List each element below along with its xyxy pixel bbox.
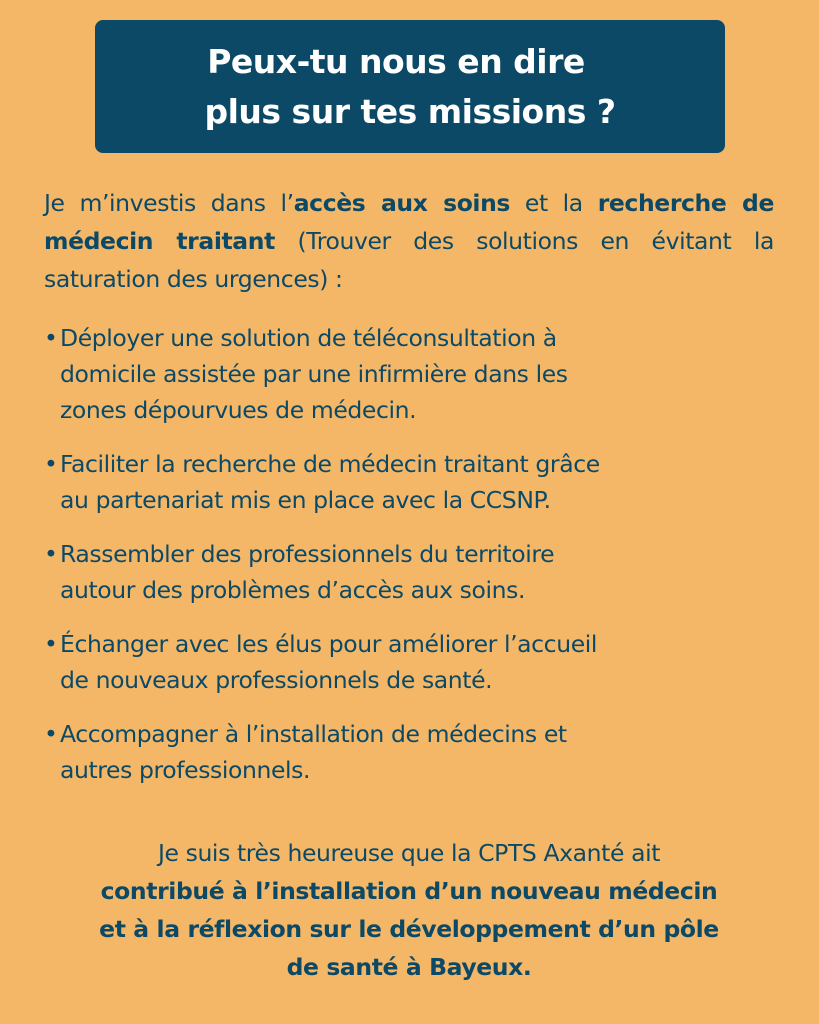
bullet-icon: • [44, 324, 58, 352]
missions-list [44, 320, 784, 806]
mission-line: Échanger avec les élus pour améliorer l’accueil [60, 630, 598, 658]
intro-text-3: (Trouver des solutions en évitant la saturation des urgences) : [44, 227, 774, 293]
bullet-icon: • [44, 720, 58, 748]
mission-line: zones dépourvues de médecin. [60, 396, 417, 424]
mission-line: Rassembler des professionnels du territoire [60, 540, 555, 568]
mission-line: Déployer une solution de téléconsultation à [60, 324, 557, 352]
mission-line: Faciliter la recherche de médecin traitant grâce [60, 450, 600, 478]
title-banner [95, 20, 725, 153]
mission-line: Accompagner à l’installation de médecins et [60, 720, 567, 748]
intro-text-1: Je m’investis dans l’ [44, 189, 294, 217]
mission-line: de nouveaux professionnels de santé. [60, 666, 493, 694]
bullet-icon: • [44, 540, 58, 568]
closing-line-4: de santé à Bayeux. [286, 953, 532, 981]
closing-statement [34, 834, 784, 986]
intro-text-2: et la [510, 189, 598, 217]
mission-line: autour des problèmes d’accès aux soins. [60, 576, 526, 604]
intro-bold-medecin-traitant: recherche de médecin traitant [44, 189, 774, 255]
bullet-icon: • [44, 630, 58, 658]
title-line-1: Peux-tu nous en dire [207, 41, 585, 81]
mission-line: au partenariat mis en place avec la CCSNP. [60, 486, 551, 514]
closing-line-3: et à la réflexion sur le développement d’un pôle [99, 915, 719, 943]
title-line-2: plus sur tes missions ? [204, 91, 616, 131]
list-item [44, 716, 784, 788]
mission-line: domicile assistée par une infirmière dans les [60, 360, 568, 388]
closing-line-2: contribué à l’installation d’un nouveau médecin [100, 877, 718, 905]
list-item [44, 626, 784, 698]
list-item [44, 446, 784, 518]
closing-line-1: Je suis très heureuse que la CPTS Axanté ait [157, 839, 661, 867]
mission-line: autres professionnels. [60, 756, 311, 784]
list-item [44, 320, 784, 428]
intro-bold-acces-soins: accès aux soins [293, 189, 511, 217]
list-item [44, 536, 784, 608]
intro-paragraph [44, 184, 774, 298]
bullet-icon: • [44, 450, 58, 478]
